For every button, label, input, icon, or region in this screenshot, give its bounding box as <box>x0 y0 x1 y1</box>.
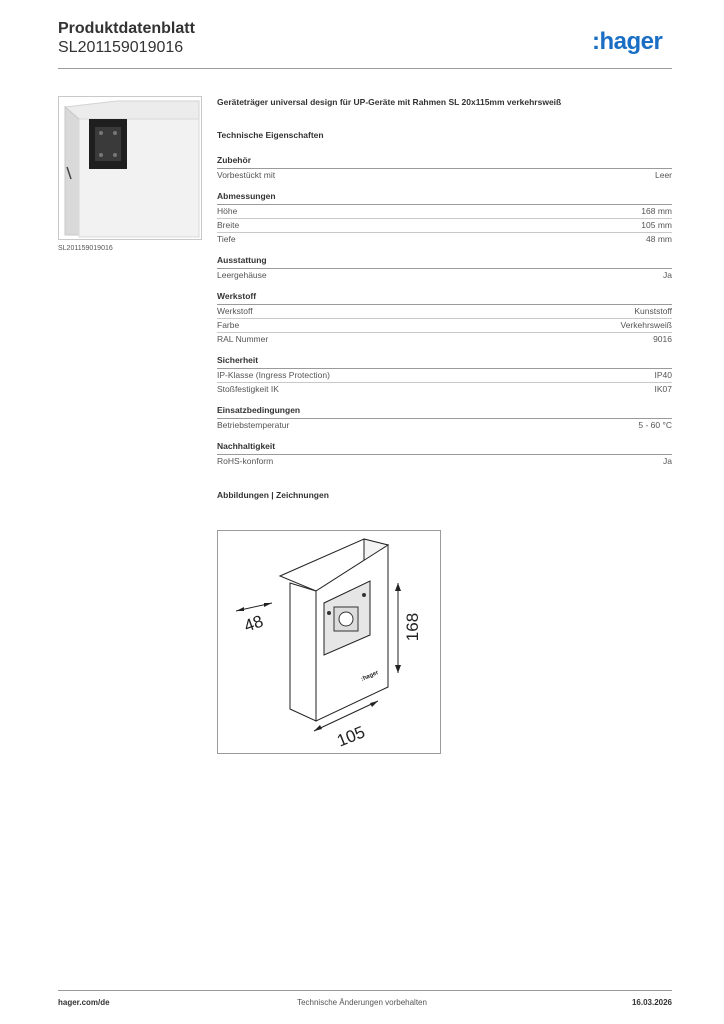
hager-logo: :hager <box>592 28 663 55</box>
datasheet-content <box>217 97 672 500</box>
group-nachhaltigkeit <box>217 441 672 468</box>
drawing-logo: :hager <box>360 669 380 683</box>
property-row <box>217 219 672 233</box>
property-row <box>217 333 672 346</box>
dimension-width: 105 <box>334 722 368 751</box>
property-row <box>217 383 672 396</box>
property-label: Vorbestückt mit <box>217 170 276 180</box>
property-row <box>217 269 672 282</box>
technical-drawing <box>217 530 441 754</box>
property-row <box>217 319 672 333</box>
group-ausstattung <box>217 255 672 282</box>
property-row <box>217 305 672 319</box>
group-heading: Werkstoff <box>217 291 672 305</box>
article-number: SL201159019016 <box>58 39 184 56</box>
property-value: Verkehrsweiß <box>620 320 672 330</box>
property-label: Farbe <box>217 320 240 330</box>
property-label: Höhe <box>217 206 238 216</box>
figures-heading: Abbildungen | Zeichnungen <box>217 490 329 500</box>
dimension-depth: 48 <box>241 611 266 636</box>
footer-date: 16.03.2026 <box>631 998 672 1007</box>
property-value: 5 - 60 °C <box>638 420 672 430</box>
property-row <box>217 205 672 219</box>
property-value: 105 mm <box>641 220 672 230</box>
group-heading: Nachhaltigkeit <box>217 441 672 455</box>
property-value: IP40 <box>654 370 672 380</box>
property-value: Ja <box>663 456 672 466</box>
group-heading: Zubehör <box>217 155 672 169</box>
header-divider <box>58 68 672 69</box>
property-label: RAL Nummer <box>217 334 269 344</box>
page-title: Produktdatenblatt <box>58 20 195 37</box>
group-heading: Sicherheit <box>217 355 672 369</box>
footer-note: Technische Änderungen vorbehalten <box>297 998 427 1007</box>
property-label: Stoßfestigkeit IK <box>217 384 279 394</box>
property-row <box>217 169 672 182</box>
group-zubehoer <box>217 155 672 182</box>
property-label: Tiefe <box>217 234 236 244</box>
property-label: Breite <box>217 220 240 230</box>
group-heading: Ausstattung <box>217 255 672 269</box>
property-label: Leergehäuse <box>217 270 267 280</box>
property-label: Betriebstemperatur <box>217 420 290 430</box>
property-label: Werkstoff <box>217 306 253 316</box>
footer-website: hager.com/de <box>58 998 110 1007</box>
property-value: 168 mm <box>641 206 672 216</box>
property-value: IK07 <box>654 384 672 394</box>
group-sicherheit <box>217 355 672 396</box>
dimension-height: 168 <box>403 612 422 642</box>
product-title: Geräteträger universal design für UP-Geräte mit Rahmen SL 20x115mm verkehrsweiß <box>217 97 562 107</box>
property-row <box>217 233 672 246</box>
property-label: RoHS-konform <box>217 456 274 466</box>
property-label: IP-Klasse (Ingress Protection) <box>217 370 330 380</box>
group-heading: Abmessungen <box>217 191 672 205</box>
property-row <box>217 369 672 383</box>
footer-divider <box>58 990 672 991</box>
property-value: Kunststoff <box>634 306 672 316</box>
property-value: Leer <box>654 170 672 180</box>
product-photo <box>58 96 202 240</box>
technical-properties-heading: Technische Eigenschaften <box>217 130 324 140</box>
group-abmessungen <box>217 191 672 246</box>
group-werkstoff <box>217 291 672 346</box>
property-value: 48 mm <box>646 234 672 244</box>
property-row <box>217 419 672 432</box>
photo-caption: SL201159019016 <box>58 245 113 252</box>
property-value: Ja <box>663 270 672 280</box>
property-row <box>217 455 672 468</box>
property-value: 9016 <box>653 334 672 344</box>
group-heading: Einsatzbedingungen <box>217 405 672 419</box>
group-einsatzbedingungen <box>217 405 672 432</box>
